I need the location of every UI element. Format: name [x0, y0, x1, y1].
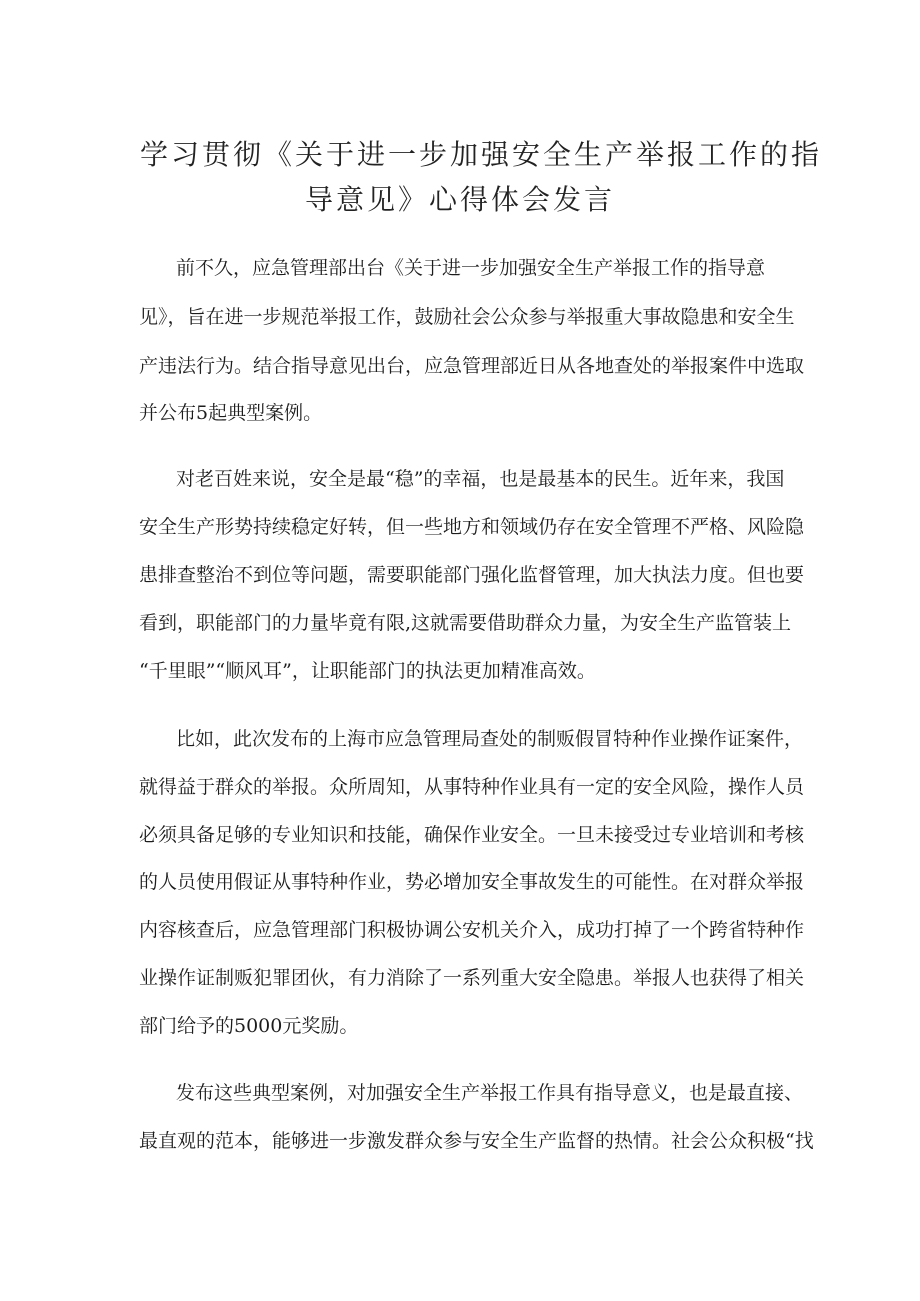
paragraph-1-line-3: 产违法行为。结合指导意见出台，应急管理部近日从各地查处的举报案件中选取	[139, 355, 805, 377]
paragraph-3-line-1: 比如，此次发布的上海市应急管理局查处的制贩假冒特种作业操作证案件，	[176, 728, 804, 750]
paragraph-2-line-2: 安全生产形势持续稳定好转，但一些地方和领域仍存在安全管理不严格、风险隐	[139, 516, 805, 538]
document-title-line-1: 学习贯彻《关于进一步加强安全生产举报工作的指	[140, 138, 823, 171]
paragraph-4-line-1: 发布这些典型案例，对加强安全生产举报工作具有指导意义，也是最直接、	[176, 1082, 804, 1104]
paragraph-3-line-5: 内容核查后，应急管理部门积极协调公安机关介入，成功打掉了一个跨省特种作	[139, 919, 805, 941]
paragraph-2-line-3: 患排查整治不到位等问题，需要职能部门强化监督管理，加大执法力度。但也要	[139, 564, 805, 586]
paragraph-1-line-1: 前不久，应急管理部出台《关于进一步加强安全生产举报工作的指导意	[176, 257, 766, 279]
paragraph-3-line-2: 就得益于群众的举报。众所周知，从事特种作业具有一定的安全风险，操作人员	[139, 776, 805, 798]
paragraph-4-line-2: 最直观的范本，能够进一步激发群众参与安全生产监督的热情。社会公众积极“找	[139, 1130, 814, 1152]
paragraph-2-line-1: 对老百姓来说，安全是最“稳”的幸福，也是最基本的民生。近年来，我国	[176, 468, 785, 490]
paragraph-2-line-4: 看到，职能部门的力量毕竟有限,这就需要借助群众力量，为安全生产监管装上	[139, 612, 792, 634]
paragraph-1-line-2: 见》，旨在进一步规范举报工作，鼓励社会公众参与举报重大事故隐患和安全生	[139, 306, 795, 328]
document-title-line-2: 导意见》心得体会发言	[304, 183, 615, 216]
paragraph-2-line-5: “千里眼”“顺风耳”，让职能部门的执法更加精准高效。	[139, 660, 596, 682]
paragraph-1-line-4: 并公布5起典型案例。	[139, 402, 323, 424]
paragraph-3-line-6: 业操作证制贩犯罪团伙，有力消除了一系列重大安全隐患。举报人也获得了相关	[139, 967, 805, 989]
paragraph-3-line-7: 部门给予的5000元奖励。	[139, 1015, 359, 1037]
paragraph-3-line-3: 必须具备足够的专业知识和技能，确保作业安全。一旦未接受过专业培训和考核	[139, 824, 805, 846]
paragraph-3-line-4: 的人员使用假证从事特种作业，势必增加安全事故发生的可能性。在对群众举报	[139, 871, 805, 893]
